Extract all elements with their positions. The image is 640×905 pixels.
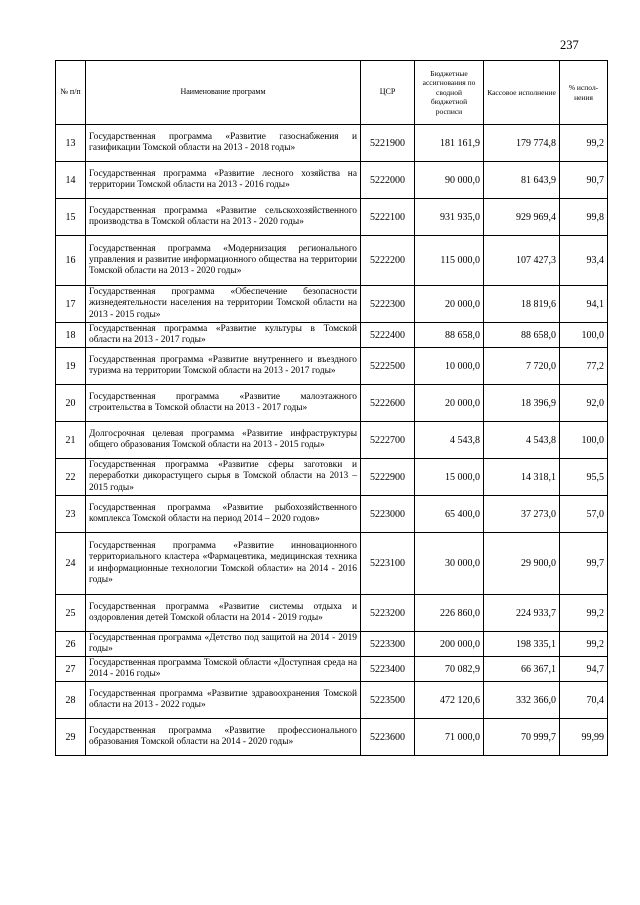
program-code: 5223000 bbox=[361, 496, 415, 533]
execution-value: 929 969,4 bbox=[484, 199, 560, 236]
table-row bbox=[56, 199, 608, 236]
execution-percent: 99,99 bbox=[560, 719, 608, 756]
budget-value: 15 000,0 bbox=[415, 459, 484, 496]
execution-value: 66 367,1 bbox=[484, 657, 560, 682]
program-code: 5222100 bbox=[361, 199, 415, 236]
header-execution: Кассовое исполнение bbox=[484, 61, 560, 125]
program-name: Государственная программа «Развитие лесного хозяйства на территории Томской области на 2013 - 2016 годы» bbox=[86, 162, 361, 199]
table-row bbox=[56, 385, 608, 422]
program-code: 5222000 bbox=[361, 162, 415, 199]
execution-percent: 99,2 bbox=[560, 632, 608, 657]
execution-value: 332 366,0 bbox=[484, 682, 560, 719]
budget-value: 70 082,9 bbox=[415, 657, 484, 682]
header-percent: % испол-нения bbox=[560, 61, 608, 125]
program-code: 5222700 bbox=[361, 422, 415, 459]
execution-percent: 99,7 bbox=[560, 533, 608, 595]
program-name: Государственная программа «Обеспечение безопасности жизнедеятельности населения на территории Томской области на 2013 - 2015 годы» bbox=[86, 286, 361, 323]
execution-value: 198 335,1 bbox=[484, 632, 560, 657]
execution-value: 81 643,9 bbox=[484, 162, 560, 199]
row-number: 16 bbox=[56, 236, 86, 286]
table-row bbox=[56, 422, 608, 459]
row-number: 21 bbox=[56, 422, 86, 459]
execution-percent: 90,7 bbox=[560, 162, 608, 199]
program-name: Государственная программа «Детство под защитой на 2014 - 2019 годы» bbox=[86, 632, 361, 657]
header-name: Наименование программ bbox=[86, 61, 361, 125]
programs-table bbox=[55, 60, 608, 756]
execution-percent: 99,2 bbox=[560, 595, 608, 632]
budget-value: 200 000,0 bbox=[415, 632, 484, 657]
program-code: 5223200 bbox=[361, 595, 415, 632]
execution-percent: 100,0 bbox=[560, 323, 608, 348]
program-name: Государственная программа Томской области «Доступная среда на 2014 - 2016 годы» bbox=[86, 657, 361, 682]
program-name: Долгосрочная целевая программа «Развитие инфраструктуры общего образования Томской области на 2013 - 2015 годы» bbox=[86, 422, 361, 459]
program-name: Государственная программа «Развитие здравоохранения Томской области на 2013 - 2022 годы» bbox=[86, 682, 361, 719]
execution-value: 70 999,7 bbox=[484, 719, 560, 756]
execution-value: 18 819,6 bbox=[484, 286, 560, 323]
table-row bbox=[56, 719, 608, 756]
row-number: 24 bbox=[56, 533, 86, 595]
table-row bbox=[56, 323, 608, 348]
execution-value: 107 427,3 bbox=[484, 236, 560, 286]
table-header-row bbox=[56, 61, 608, 125]
program-name: Государственная программа «Развитие малоэтажного строительства в Томской области на 2013 - 2017 годы» bbox=[86, 385, 361, 422]
program-code: 5221900 bbox=[361, 125, 415, 162]
program-name: Государственная программа «Развитие рыбохозяйственного комплекса Томской области на период 2014 – 2020 годов» bbox=[86, 496, 361, 533]
program-code: 5222600 bbox=[361, 385, 415, 422]
program-name: Государственная программа «Развитие газоснабжения и газификации Томской области на 2013 - 2018 годы» bbox=[86, 125, 361, 162]
execution-percent: 99,2 bbox=[560, 125, 608, 162]
row-number: 18 bbox=[56, 323, 86, 348]
table-row bbox=[56, 533, 608, 595]
row-number: 25 bbox=[56, 595, 86, 632]
execution-percent: 100,0 bbox=[560, 422, 608, 459]
table-row bbox=[56, 236, 608, 286]
execution-value: 179 774,8 bbox=[484, 125, 560, 162]
table-row bbox=[56, 286, 608, 323]
table-row bbox=[56, 657, 608, 682]
budget-value: 65 400,0 bbox=[415, 496, 484, 533]
execution-percent: 93,4 bbox=[560, 236, 608, 286]
table-row bbox=[56, 125, 608, 162]
program-code: 5223500 bbox=[361, 682, 415, 719]
row-number: 28 bbox=[56, 682, 86, 719]
program-name: Государственная программа «Развитие культуры в Томской области на 2013 - 2017 годы» bbox=[86, 323, 361, 348]
program-name: Государственная программа «Развитие системы отдыха и оздоровления детей Томской области на 2014 - 2019 годы» bbox=[86, 595, 361, 632]
budget-value: 115 000,0 bbox=[415, 236, 484, 286]
table-row bbox=[56, 632, 608, 657]
row-number: 15 bbox=[56, 199, 86, 236]
execution-percent: 70,4 bbox=[560, 682, 608, 719]
program-name: Государственная программа «Развитие профессионального образования Томской области на 2014 - 2020 годы» bbox=[86, 719, 361, 756]
program-code: 5222300 bbox=[361, 286, 415, 323]
header-budget: Бюджетные ассигнования по сводной бюджетной росписи bbox=[415, 61, 484, 125]
program-code: 5222400 bbox=[361, 323, 415, 348]
table-row bbox=[56, 595, 608, 632]
execution-value: 224 933,7 bbox=[484, 595, 560, 632]
table-body bbox=[56, 125, 608, 756]
table-row bbox=[56, 348, 608, 385]
page-number: 237 bbox=[560, 38, 579, 52]
table-row bbox=[56, 496, 608, 533]
budget-value: 71 000,0 bbox=[415, 719, 484, 756]
row-number: 19 bbox=[56, 348, 86, 385]
row-number: 23 bbox=[56, 496, 86, 533]
row-number: 26 bbox=[56, 632, 86, 657]
program-code: 5222900 bbox=[361, 459, 415, 496]
execution-percent: 77,2 bbox=[560, 348, 608, 385]
program-code: 5222200 bbox=[361, 236, 415, 286]
row-number: 27 bbox=[56, 657, 86, 682]
program-name: Государственная программа «Модернизация регионального управления и развитие информационного общества на территории Томской области на 2013 - 2020 годы» bbox=[86, 236, 361, 286]
execution-value: 88 658,0 bbox=[484, 323, 560, 348]
row-number: 22 bbox=[56, 459, 86, 496]
program-code: 5222500 bbox=[361, 348, 415, 385]
program-code: 5223300 bbox=[361, 632, 415, 657]
budget-value: 88 658,0 bbox=[415, 323, 484, 348]
budget-value: 20 000,0 bbox=[415, 286, 484, 323]
budget-value: 181 161,9 bbox=[415, 125, 484, 162]
program-name: Государственная программа «Развитие внутреннего и въездного туризма на территории Томской области на 2013 - 2017 годы» bbox=[86, 348, 361, 385]
program-code: 5223400 bbox=[361, 657, 415, 682]
execution-percent: 94,1 bbox=[560, 286, 608, 323]
row-number: 17 bbox=[56, 286, 86, 323]
program-name: Государственная программа «Развитие сельскохозяйственного производства в Томской области на 2013 - 2020 годы» bbox=[86, 199, 361, 236]
budget-value: 931 935,0 bbox=[415, 199, 484, 236]
budget-value: 4 543,8 bbox=[415, 422, 484, 459]
row-number: 29 bbox=[56, 719, 86, 756]
row-number: 14 bbox=[56, 162, 86, 199]
header-code: ЦСР bbox=[361, 61, 415, 125]
table-row bbox=[56, 162, 608, 199]
budget-value: 90 000,0 bbox=[415, 162, 484, 199]
header-num: № п/п bbox=[56, 61, 86, 125]
budget-value: 30 000,0 bbox=[415, 533, 484, 595]
execution-value: 29 900,0 bbox=[484, 533, 560, 595]
execution-percent: 92,0 bbox=[560, 385, 608, 422]
budget-value: 20 000,0 bbox=[415, 385, 484, 422]
row-number: 13 bbox=[56, 125, 86, 162]
table-row bbox=[56, 459, 608, 496]
execution-value: 14 318,1 bbox=[484, 459, 560, 496]
row-number: 20 bbox=[56, 385, 86, 422]
execution-percent: 94,7 bbox=[560, 657, 608, 682]
execution-value: 7 720,0 bbox=[484, 348, 560, 385]
execution-percent: 99,8 bbox=[560, 199, 608, 236]
program-name: Государственная программа «Развитие инновационного территориального кластера «Фармацевтика, медицинская техника и информационные технологии Томской области» на 2014 - 2016 годы» bbox=[86, 533, 361, 595]
execution-percent: 95,5 bbox=[560, 459, 608, 496]
budget-value: 10 000,0 bbox=[415, 348, 484, 385]
program-name: Государственная программа «Развитие сферы заготовки и переработки дикорастущего сырья в Томской области на 2013 – 2015 годы» bbox=[86, 459, 361, 496]
budget-value: 472 120,6 bbox=[415, 682, 484, 719]
execution-value: 18 396,9 bbox=[484, 385, 560, 422]
execution-value: 37 273,0 bbox=[484, 496, 560, 533]
budget-value: 226 860,0 bbox=[415, 595, 484, 632]
table-row bbox=[56, 682, 608, 719]
program-code: 5223100 bbox=[361, 533, 415, 595]
execution-value: 4 543,8 bbox=[484, 422, 560, 459]
program-code: 5223600 bbox=[361, 719, 415, 756]
execution-percent: 57,0 bbox=[560, 496, 608, 533]
